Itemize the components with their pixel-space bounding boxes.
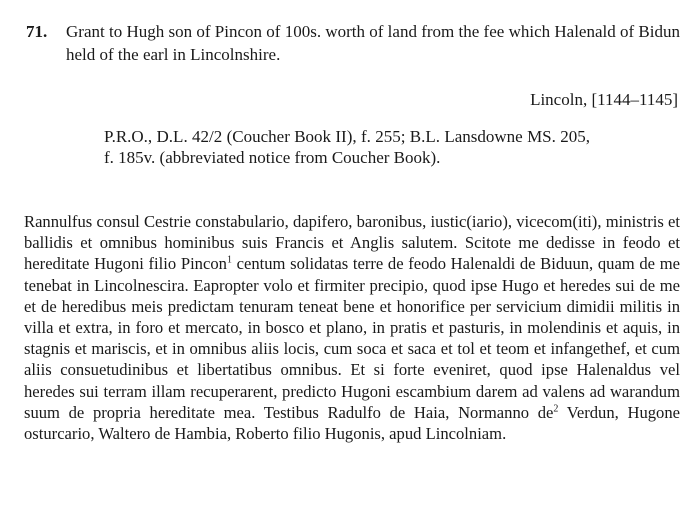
charter-text-part-2: centum solidatas terre de feodo Halenaldi de Biduun, quam de me tenebat in Lincolnescira. Eapropter volo et firmiter precipio, quod ipse Hugo et heredes sui de me et de heredibus meis predictam tenuram teneat bene et honorifice per servicium dimidii militis in villa et extra, in foro et mercato, in bosco et plano, in pratis et pasturis, in molendinis et aquis, in stagnis et mariscis, et in omnibus aliis locis, cum soca et saca et tol et teom et infangethef, et cum aliis consuetudinibus et libertatibus omnibus. Et si forte eveniret, quod ipse Halenaldus vel heredes sui terram illam recuperarent, predicto Hugoni escambium darem ad valens ad warandum suum de propria hereditate mea. Testibus Radulfo de Haia, Normanno de: [24, 254, 680, 422]
manuscript-sources: P.R.O., D.L. 42/2 (Coucher Book II), f. 255; B.L. Lansdowne MS. 205, f. 185v. (abbreviated notice from Coucher Book).: [104, 127, 590, 167]
charter-summary: Grant to Hugh son of Pincon of 100s. worth of land from the fee which Halenald of Bidun held of the earl in Lincolnshire.: [66, 22, 680, 64]
footnote-marker-2: 2: [553, 403, 559, 415]
place-and-date: Lincoln, [1144–1145]: [530, 90, 678, 109]
charter-text-part-3: Verdun, Hugone osturcario, Waltero de Hambia, Roberto filio Hugonis, apud Lincolniam.: [24, 402, 680, 444]
charter-text: [24, 211, 680, 444]
charter-text-part-1: Rannulfus consul Cestrie constabulario, dapifero, baronibus, iustic(iario), vicecom(iti), ministris et ballidis et omnibus hominibus suis Francis et Anglis salutem. Scitote me dedisse in feodo et hereditate Hugoni filio Pincon: [24, 212, 680, 274]
footnote-marker-1: 1: [226, 254, 232, 266]
charter-number: 71.: [26, 22, 48, 41]
